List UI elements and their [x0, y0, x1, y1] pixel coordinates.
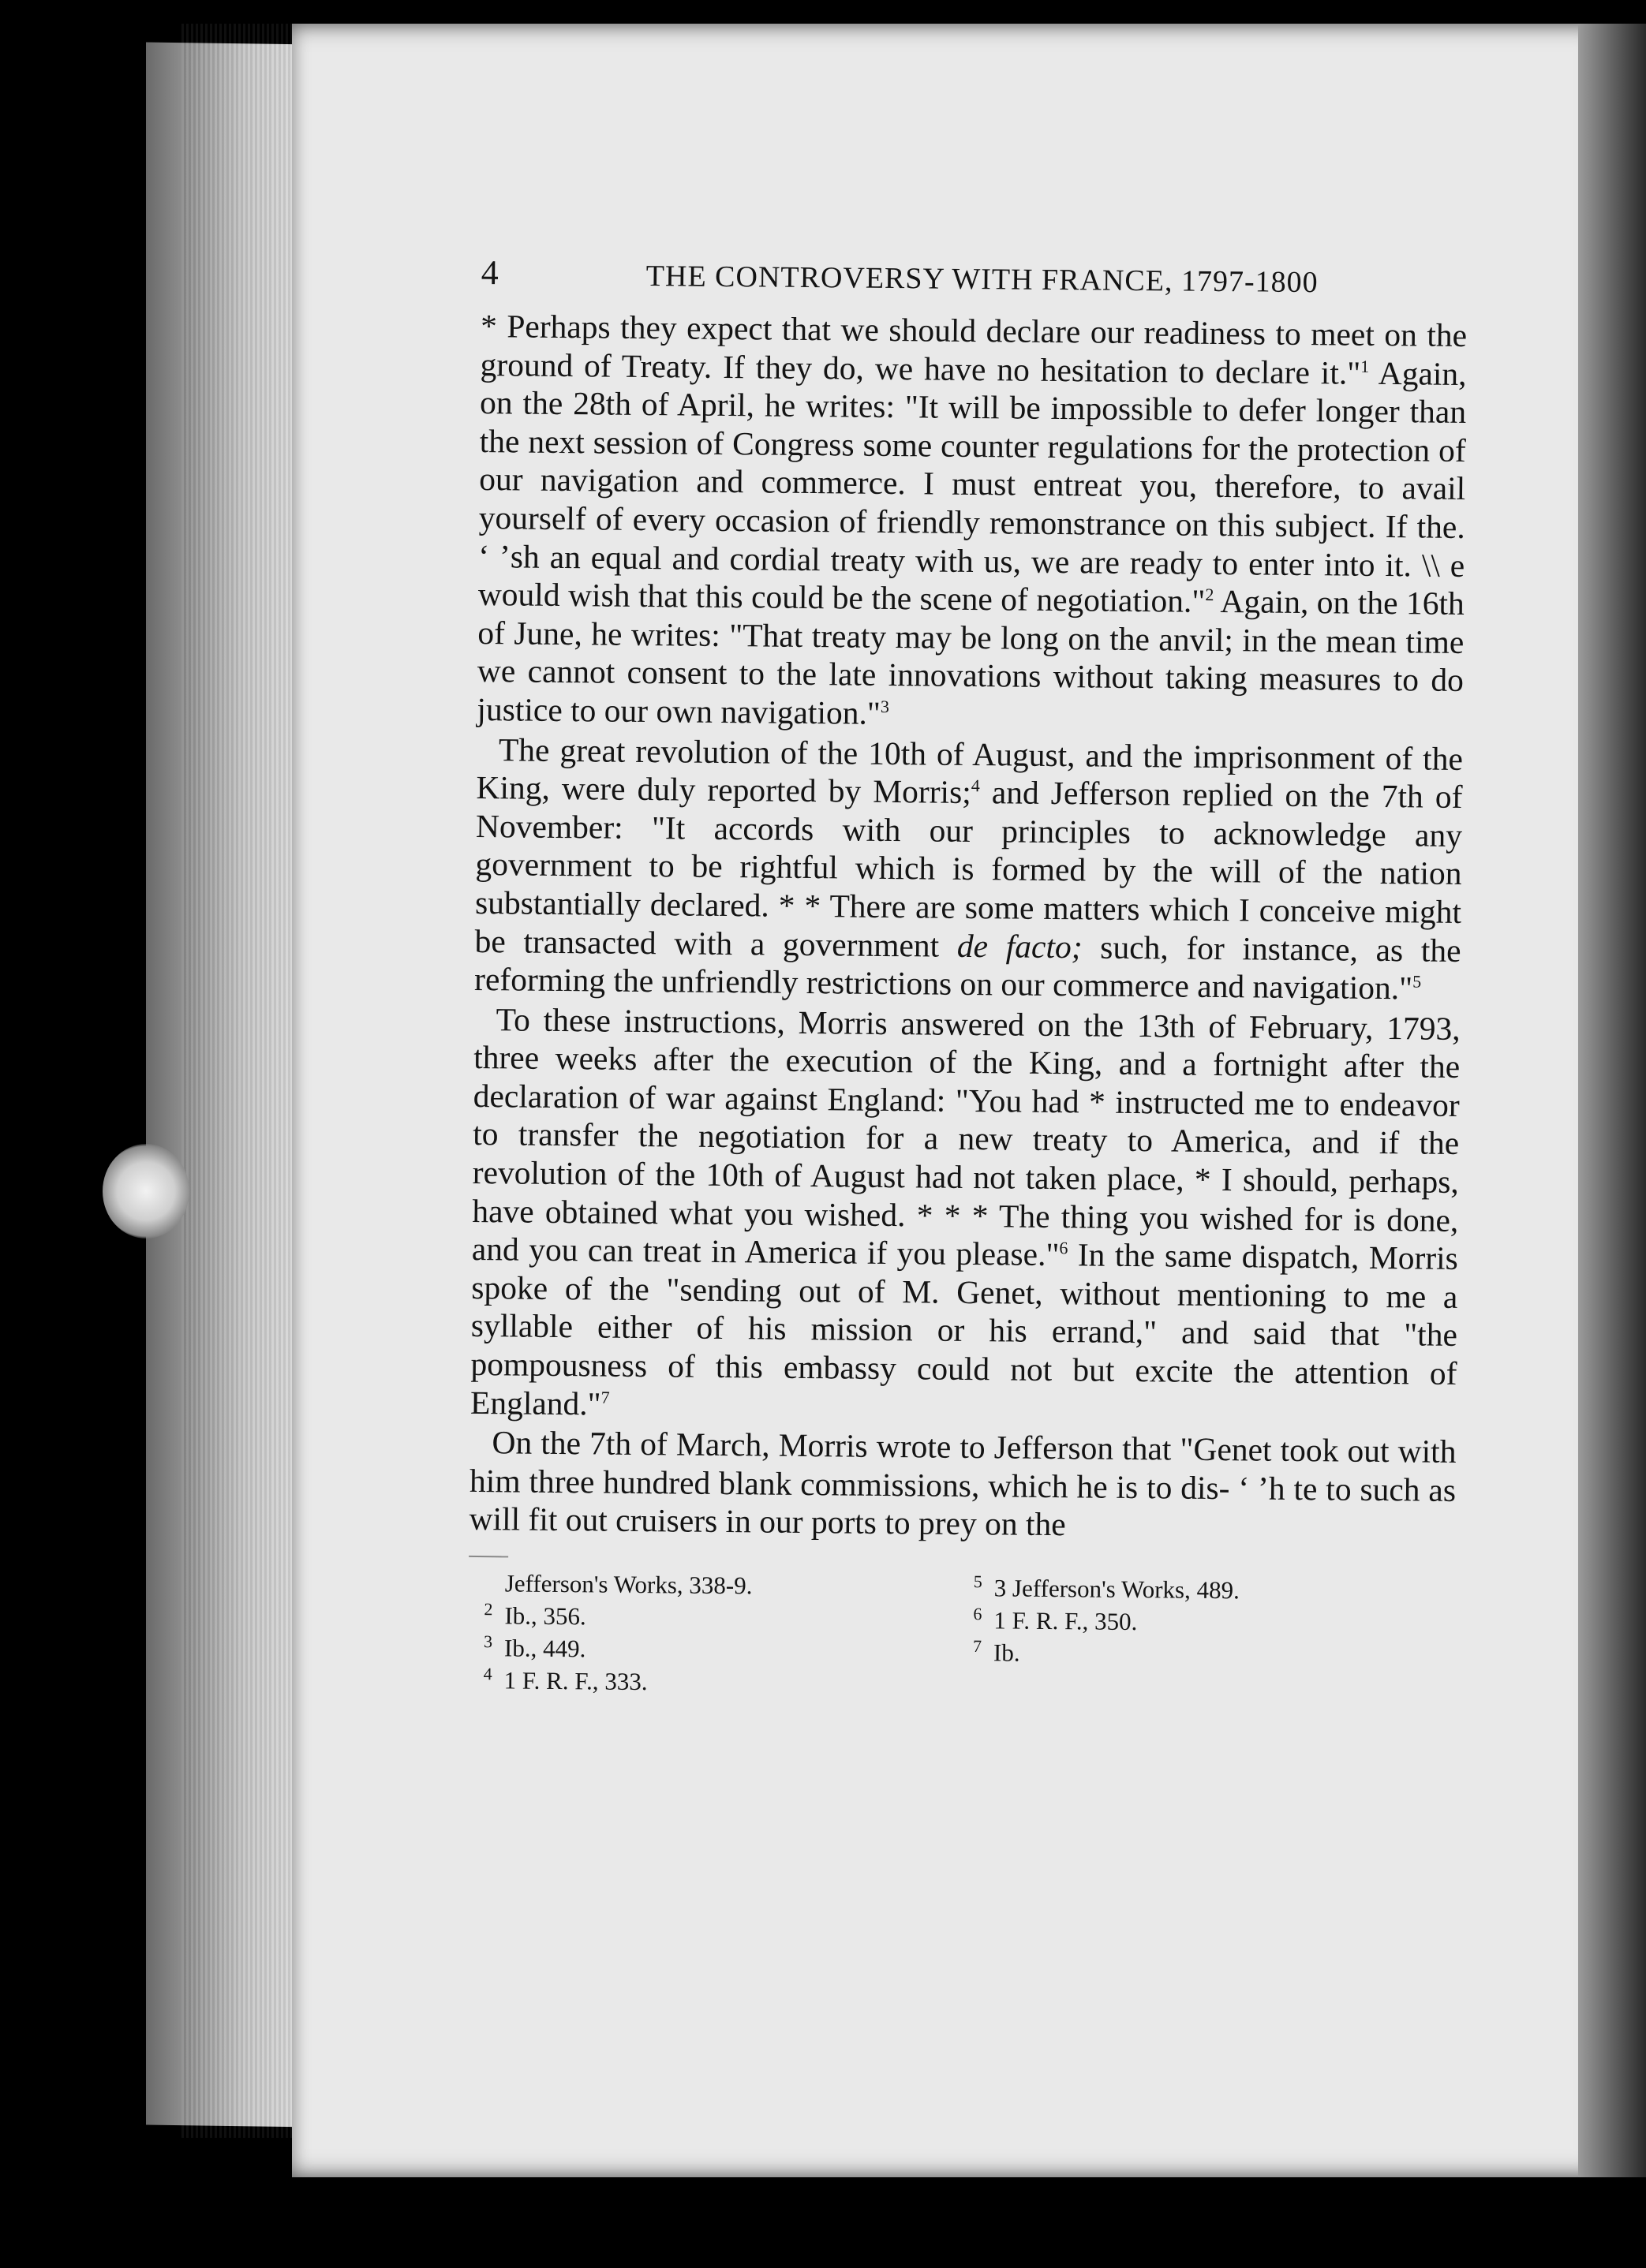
gutter-shadow — [1578, 24, 1646, 2177]
footnote-reference: 2 — [1205, 585, 1214, 605]
page-number: 4 — [481, 252, 499, 293]
running-head — [481, 252, 1468, 302]
footnote-text: Ib., 449. — [503, 1634, 586, 1663]
footnote-reference: 3 — [880, 696, 890, 717]
footnote-text: 1 F. R. F., 333. — [503, 1666, 648, 1696]
text-run: Again, on the 28th of April, he writes: "It will be impossible to defer longer than the next session of Congress some counter regulations for the protection of our navigation and commerce. I must entreat you, therefore, to avail yourself of every occasion of friendly remonstrance on this subject. If the. ʻ ʼsh an equal and cordial treaty with us, we are ready to enter into it. \\ e would wish that this could be the scene of negotiation." — [477, 354, 1467, 619]
paragraph — [477, 307, 1467, 738]
footnote-text: Ib. — [993, 1638, 1020, 1667]
footnotes — [467, 1567, 1455, 1706]
paragraph — [469, 1423, 1456, 1548]
text-run: On the 7th of March, Morris wrote to Jefferson that "Genet took out with him three hundred blank commissions, which he is to dis- ʻ ʼh te to such as will fit out cruisers in our ports to prey on the — [469, 1424, 1457, 1543]
text-run: and Jefferson replied on the 7th of November: "It accords with our principles to acknowledge any government to be rightful which is formed by the will of the nation substantially declared. * * There are some matters which I conceive might be transacted with a government — [474, 774, 1463, 964]
footnote-reference: 7 — [600, 1387, 610, 1407]
footnote-reference: 1 — [1360, 356, 1370, 376]
binding-blemish — [103, 1144, 189, 1239]
footnote-rule — [469, 1556, 508, 1557]
text-run: such, for instance, as the reforming the unfriendly restrictions on our commerce and navigation." — [473, 928, 1461, 1007]
footnote-text: Jefferson's Works, 338-9. — [504, 1569, 753, 1600]
running-head-title: THE CONTROVERSY WITH FRANCE, 1797-1800 — [645, 260, 1319, 300]
footnote — [972, 1668, 1414, 1705]
page-content — [467, 252, 1468, 1706]
body-text — [469, 307, 1467, 1548]
footnote-reference: 6 — [1059, 1238, 1068, 1258]
footnote-text: 3 Jefferson's Works, 489. — [993, 1574, 1240, 1605]
text-run: In the same dispatch, Morris spoke of the "sending out of M. Genet, without mentioning to me a syllable either of his mission or his errand," and said that "the pompousness of this embassy could not but excite the attention of England." — [469, 1236, 1459, 1422]
footnote-text: Ib., 356. — [504, 1601, 586, 1631]
footnote — [483, 1664, 948, 1701]
paragraph — [474, 730, 1463, 1008]
text-run: To these instructions, Morris answered on the 13th of February, 1793, three weeks after the execution of the King, and a fortnight after the declaration of war against England: "You had * instructed me to endeavor to transfer the negotiation for a new treaty to America, and if the revolution of the 10th of August had not taken place, * I should, perhaps, have obtained what you wished. * * * The thing you wished for is done, and you can treat in America if you please." — [471, 1000, 1461, 1273]
footnote — [484, 1599, 949, 1636]
italic-text: de facto; — [956, 927, 1083, 965]
footnote-reference: 5 — [1412, 971, 1422, 992]
footnote — [974, 1571, 1416, 1608]
footnote — [484, 1567, 950, 1604]
footnote-reference: 4 — [971, 775, 980, 796]
footnote-text: 1 F. R. F., 350. — [993, 1606, 1138, 1636]
paragraph — [470, 1000, 1461, 1432]
footnote — [973, 1636, 1415, 1672]
text-run: Again, on the 16th of June, he writes: "That treaty may be long on the anvil; in the mean time we cannot consent to the late innovations without taking measures to do justice to our own navigation." — [477, 583, 1465, 731]
footnote — [484, 1631, 949, 1668]
footnote — [973, 1604, 1415, 1640]
text-run: * Perhaps they expect that we should declare our readiness to meet on the ground of Treaty. If they do, we have no hesitation to declare it." — [480, 307, 1468, 391]
page-stack-edges — [181, 24, 308, 2138]
text-run: The great revolution of the 10th of August, and the imprisonment of the King, were duly reported by Morris; — [476, 730, 1464, 811]
